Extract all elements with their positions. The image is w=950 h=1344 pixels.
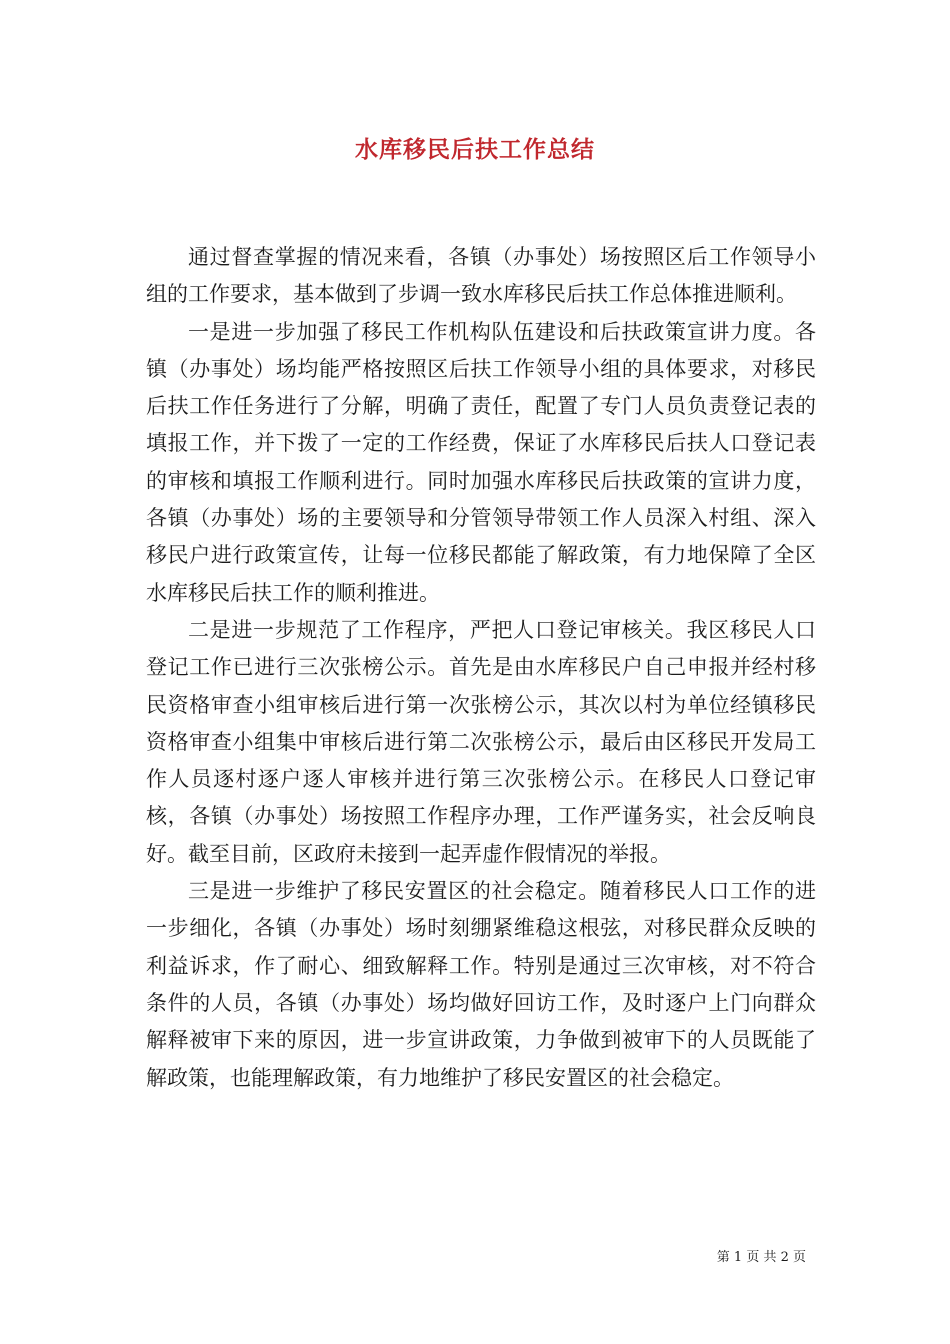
paragraph-point-three: 三是进一步维护了移民安置区的社会稳定。随着移民人口工作的进一步细化，各镇（办事处）场时刻绷紧维稳这根弦，对移民群众反映的利益诉求，作了耐心、细致解释工作。特别是通过三次审核，对不符合条件的人员，各镇（办事处）场均做好回访工作，及时逐户上门向群众解释被审下来的原因，进一步宣讲政策，力争做到被审下的人员既能了解政策，也能理解政策，有力地维护了移民安置区的社会稳定。: [146, 879, 816, 1090]
page-number-footer: 第 1 页 共 2 页: [716, 1250, 806, 1265]
document-body: [146, 239, 816, 1097]
document-title: 水库移民后扶工作总结: [355, 136, 595, 163]
paragraph-intro: 通过督查掌握的情况来看，各镇（办事处）场按照区后工作领导小组的工作要求，基本做到了步调一致水库移民后扶工作总体推进顺利。: [146, 245, 816, 307]
paragraph-point-two: 二是进一步规范了工作程序，严把人口登记审核关。我区移民人口登记工作已进行三次张榜公示。首先是由水库移民户自己申报并经村移民资格审查小组审核后进行第一次张榜公示，其次以村为单位经镇移民资格审查小组集中审核后进行第二次张榜公示，最后由区移民开发局工作人员逐村逐户逐人审核并进行第三次张榜公示。在移民人口登记审核，各镇（办事处）场按照工作程序办理，工作严谨务实，社会反响良好。截至目前，区政府未接到一起弄虚作假情况的举报。: [146, 617, 816, 866]
paragraph-point-one: 一是进一步加强了移民工作机构队伍建设和后扶政策宣讲力度。各镇（办事处）场均能严格按照区后扶工作领导小组的具体要求，对移民后扶工作任务进行了分解，明确了责任，配置了专门人员负责登记表的填报工作，并下拨了一定的工作经费，保证了水库移民后扶人口登记表的审核和填报工作顺利进行。同时加强水库移民后扶政策的宣讲力度，各镇（办事处）场的主要领导和分管领导带领工作人员深入村组、深入移民户进行政策宣传，让每一位移民都能了解政策，有力地保障了全区水库移民后扶工作的顺利推进。: [146, 319, 816, 605]
